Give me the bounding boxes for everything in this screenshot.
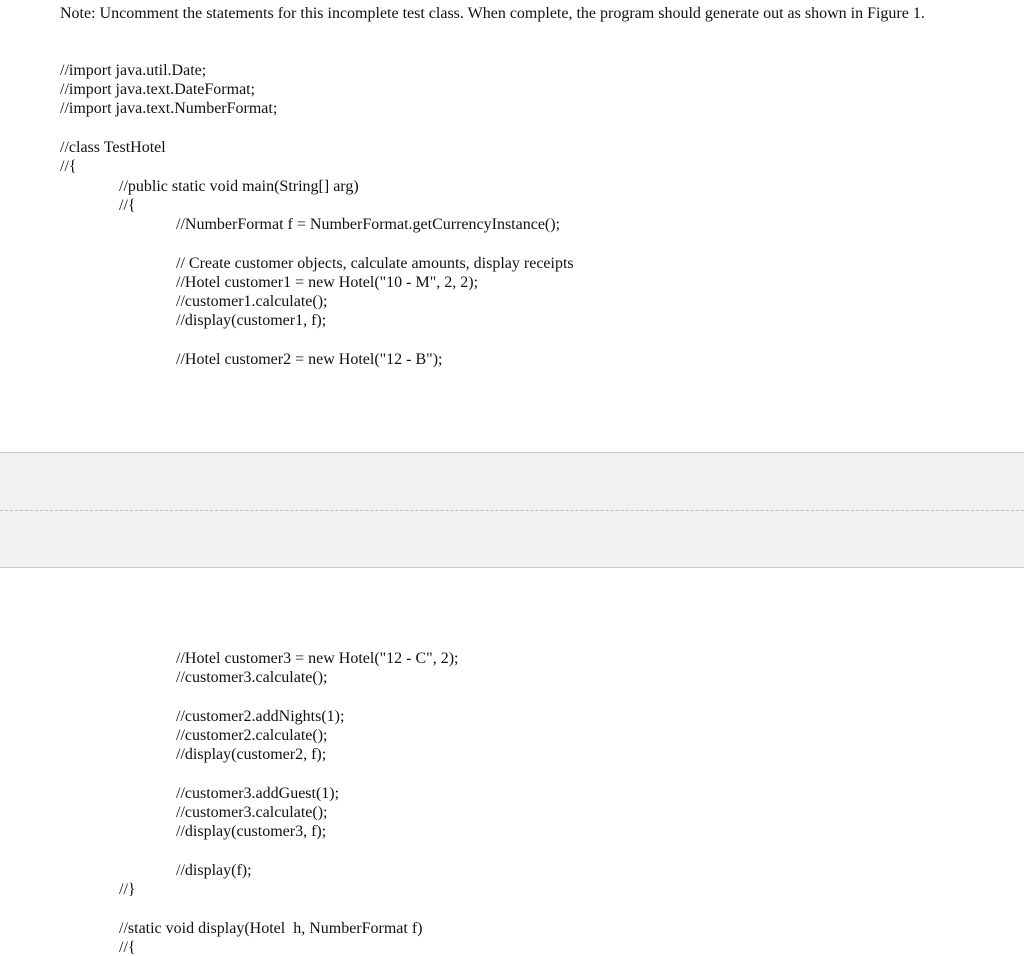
customer3-display-line: //display(customer3, f);: [176, 823, 327, 840]
customer2-decl-line: //Hotel customer2 = new Hotel("12 - B");: [176, 351, 443, 368]
main-close-brace: //}: [119, 881, 136, 898]
page-break-dashed-line: [0, 510, 1024, 511]
customer2-display-line: //display(customer2, f);: [176, 746, 327, 763]
customer1-display-line: //display(customer1, f);: [176, 312, 327, 329]
class-header-line: //class TestHotel: [60, 139, 166, 156]
display-method-signature: //static void display(Hotel h, NumberFormat f): [119, 920, 423, 937]
import-line-date: //import java.util.Date;: [60, 62, 207, 79]
customer3-addguest-line: //customer3.addGuest(1);: [176, 785, 340, 802]
customer3-calculate-line: //customer3.calculate();: [176, 669, 328, 686]
class-open-brace: //{: [60, 158, 77, 175]
note-paragraph: Note: Uncomment the statements for this incomplete test class. When complete, the program should generate out as shown in Figure 1.: [60, 5, 925, 22]
customer1-calculate-line: //customer1.calculate();: [176, 293, 328, 310]
customer3-decl-line: //Hotel customer3 = new Hotel("12 - C", 2);: [176, 650, 459, 667]
page-top-section: [0, 0, 1024, 452]
comment-line: // Create customer objects, calculate amounts, display receipts: [176, 255, 574, 272]
main-open-brace: //{: [119, 197, 136, 214]
page-bottom-section: [0, 568, 1024, 956]
display-all-line: //display(f);: [176, 862, 252, 879]
cut-off-brace-line: //{: [119, 939, 136, 956]
page-break-separator: [0, 452, 1024, 568]
customer2-addnights-line: //customer2.addNights(1);: [176, 708, 345, 725]
customer2-calculate-line: //customer2.calculate();: [176, 727, 328, 744]
import-line-dateformat: //import java.text.DateFormat;: [60, 81, 256, 98]
main-signature-line: //public static void main(String[] arg): [119, 178, 359, 195]
customer1-decl-line: //Hotel customer1 = new Hotel("10 - M", 2, 2);: [176, 274, 479, 291]
formatter-line: //NumberFormat f = NumberFormat.getCurrencyInstance();: [176, 216, 561, 233]
import-line-numberformat: //import java.text.NumberFormat;: [60, 100, 278, 117]
customer3-calculate-line-2: //customer3.calculate();: [176, 804, 328, 821]
